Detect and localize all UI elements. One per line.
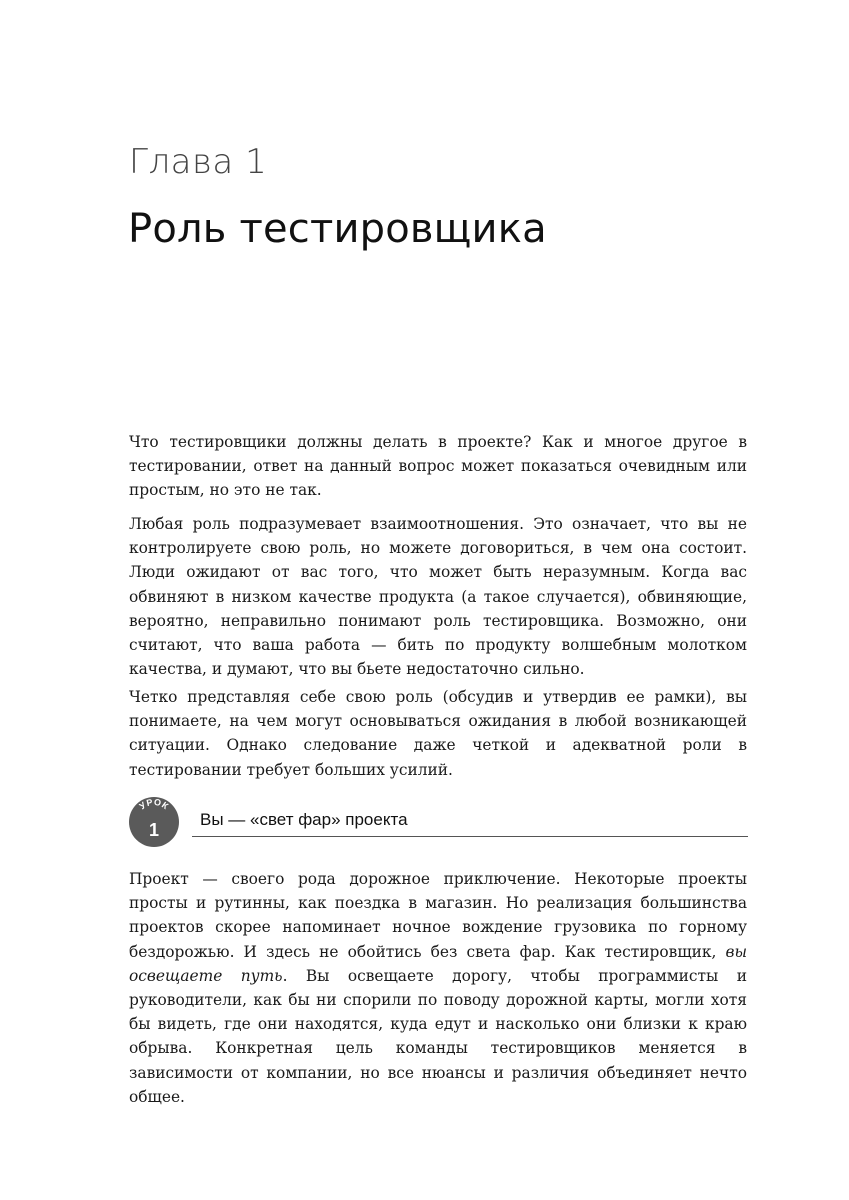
lesson-badge-number: 1 [148,820,160,840]
paragraph-headlights [129,867,747,1109]
lesson-divider [192,836,748,837]
paragraph-role-relationships: Любая роль подразумевает взаимоотношения. Это означает, что вы не контролируете свою роль, но можете договориться, в чем она состоит. Люди ожидают от вас того, что может быть неразумным. Когда вас обвиняют в низком качестве продукта (а такое случается), обвиняющие, вероятно, неправильно понимают роль тестировщика. Возможно, они считают, что ваша работа — бить по продукту волшебным молотком качества, и думают, что вы бьете недостаточно сильно. [129,515,747,679]
paragraph-role-clarity: Четко представляя себе свою роль (обсудив и утвердив ее рамки), вы понимаете, на чем могут основываться ожидания в любой возникающей ситуации. Однако следование даже четкой и адекватной роли в тестировании требует больших усилий. [129,688,747,779]
paragraph-headlights-emphasis: вы освещаете путь [129,942,747,985]
lesson-title: Вы — «свет фар» проекта [200,810,408,829]
chapter-label: Глава 1 [129,142,268,182]
paragraph-intro: Что тестировщики должны делать в проекте? Как и многое другое в тестировании, ответ на данный вопрос может показаться очевидным или простым, но это не так. [129,433,747,500]
lesson-badge-icon [128,796,180,848]
paragraph-headlights-text-1: Проект — своего рода дорожное приключение. Некоторые проекты просты и рутинны, как поездка в магазин. Но реализация большинства проектов скорее напоминает ночное вождение грузовика по горному бездорожью. И здесь не обойтись без света фар. Как тестировщик, [129,870,747,961]
chapter-title: Роль тестировщика [128,206,547,252]
lesson-badge-word: УРОК [137,796,171,812]
paragraph-headlights-text-2: . Вы освещаете дорогу, чтобы программисты и руководители, как бы ни спорили по поводу дорожной карты, могли хотя бы видеть, где они находятся, куда едут и насколько они близки к краю обрыва. Конкретная цель команды тестировщиков меняется в зависимости от компании, но все нюансы и различия объединяет нечто общее. [129,966,747,1106]
lesson-heading [128,796,748,852]
